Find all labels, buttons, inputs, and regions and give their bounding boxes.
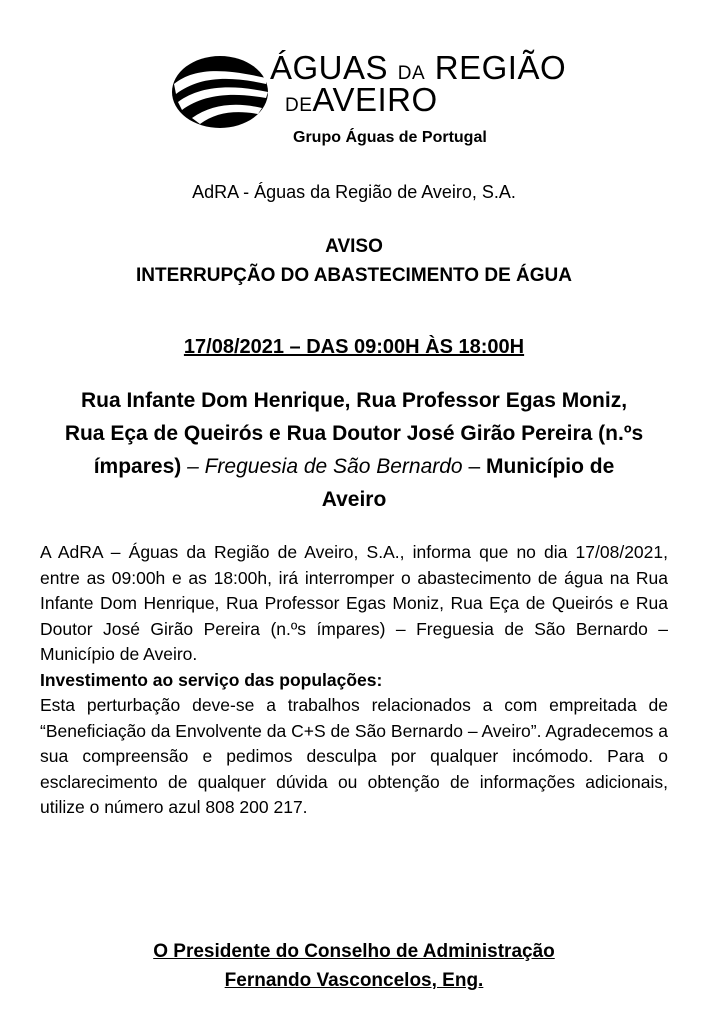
logo-word-regiao: REGIÃO (434, 49, 567, 86)
logo-word-da: DA (397, 63, 426, 84)
location-separator: – (462, 455, 486, 478)
logo-word-de: DE (285, 95, 313, 116)
body-paragraph-1: A AdRA – Águas da Região de Aveiro, S.A., informa que no dia 17/08/2021, entre as 09:00h e as 18:00h, irá interromper o abastecimento de água na Rua Infante Dom Henrique, Rua Professor Egas Moniz, Rua Eça de Queirós e Rua Doutor José Girão Pereira (n.ºs ímpares) – Freguesia de São Bernardo – Município de Aveiro. (40, 542, 668, 664)
affected-location (60, 384, 648, 516)
company-logo (170, 49, 567, 150)
waves-logo-icon (170, 54, 270, 130)
notice-title: AVISO (325, 236, 383, 257)
signature-role: O Presidente do Conselho de Administração (153, 941, 555, 962)
notice-date-time: 17/08/2021 – DAS 09:00H ÀS 18:00H (183, 336, 525, 358)
affected-municipality: Município de Aveiro (321, 455, 615, 511)
notice-subtitle: INTERRUPÇÃO DO ABASTECIMENTO DE ÁGUA (136, 265, 572, 286)
affected-streets: Rua Infante Dom Henrique, Rua Professor Egas Moniz, Rua Eça de Queirós e Rua Doutor José Girão Pereira (n.ºs ímpares) (64, 389, 644, 478)
logo-title-line2 (285, 82, 438, 124)
logo-group-name: Grupo Águas de Portugal (293, 129, 487, 146)
body-paragraph-2: Esta perturbação deve-se a trabalhos relacionados a com empreitada de “Beneficiação da Envolvente da C+S de São Bernardo – Aveiro”. Agradecemos a sua compreensão e pedimos desculpa por qualquer incómodo. Para o esclarecimento de qualquer dúvida ou obtenção de informações adicionais, utilize o número azul 808 200 217. (40, 695, 668, 817)
notice-body (40, 540, 668, 821)
location-separator: – (181, 455, 205, 478)
logo-word-aveiro: AVEIRO (312, 81, 438, 118)
body-heading: Investimento ao serviço das populações: (40, 669, 383, 690)
signature-name: Fernando Vasconcelos, Eng. (224, 970, 484, 991)
affected-parish: Freguesia de São Bernardo (204, 455, 463, 478)
company-name: AdRA - Águas da Região de Aveiro, S.A. (192, 182, 516, 202)
logo-word-aguas: ÁGUAS (270, 49, 389, 86)
